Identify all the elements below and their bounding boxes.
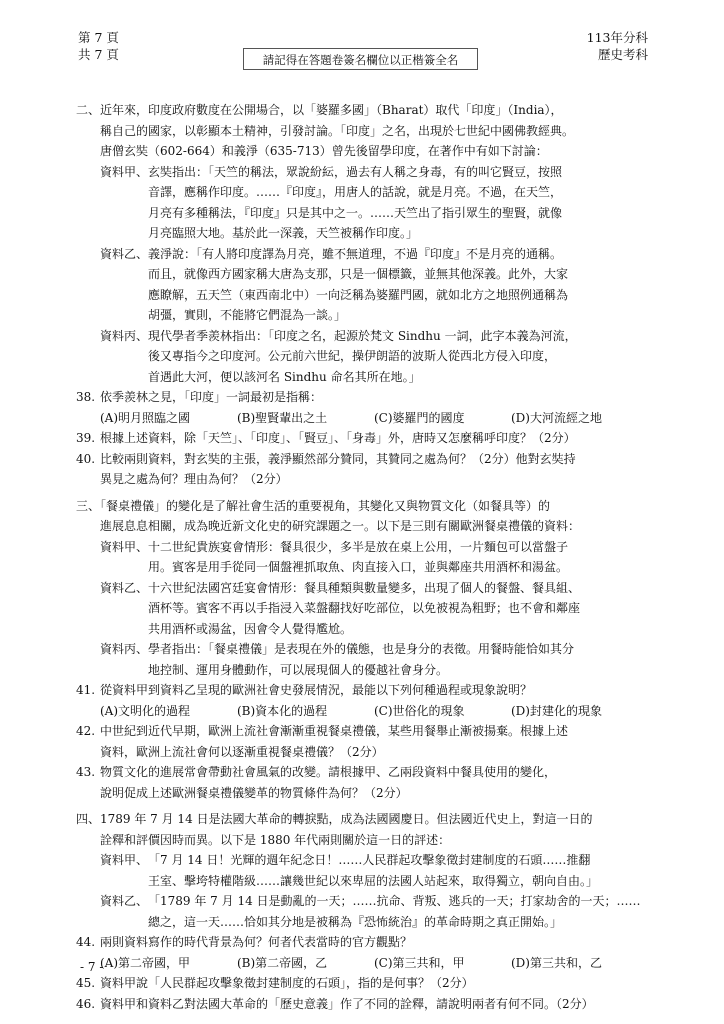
option-a: (A)文明化的過程 xyxy=(100,703,191,718)
question-text: 比較兩則資料，對玄奘的主張，義淨顯然部分贊同，其贊同之處為何？（2分）他對玄奘持 xyxy=(100,451,576,466)
source-label: 資料乙、 xyxy=(100,580,149,595)
source-a xyxy=(76,537,648,578)
source-line: 用。賓客是用手從同一個盤裡抓取魚、肉直接入口，並與鄰座共用酒杯和湯盆。 xyxy=(148,560,569,574)
question-41-options xyxy=(76,701,648,722)
section-3-intro-2: 進展息息相關，成為晚近新文化史的研究課題之一。以下是三則有關歐洲餐桌禮儀的資料： xyxy=(100,519,581,533)
question-38-options xyxy=(76,408,648,429)
source-label: 資料甲、 xyxy=(100,853,149,867)
subject-name: 歷史考科 xyxy=(597,47,648,62)
source-line: 月亮有多種稱法，『印度』只是其中之一。……天竺出了指引眾生的聖賢，就像 xyxy=(148,205,563,220)
source-line: 王室、擊垮特權階級……讓幾世紀以來卑屈的法國人站起來，取得獨立，朝向自由。」 xyxy=(148,873,599,888)
section-2-intro-1: 二、近年來，印度政府數度在公開場合，以「婆羅多國」（Bharat）取代「印度」（India）， xyxy=(76,103,563,117)
source-b xyxy=(76,244,648,326)
source-label: 資料甲、 xyxy=(100,539,149,554)
source-line: 音譯，應稱作印度。……『印度』，用唐人的話說，就是月亮。不過，在天竺， xyxy=(148,185,563,199)
question-number: 44. xyxy=(76,935,96,949)
source-label: 資料甲、 xyxy=(100,164,149,179)
section-2-intro-3: 唐僧玄奘（602-664）和義淨（635-713）曾先後留學印度，在著作中有如下討論： xyxy=(100,144,548,158)
question-number: 39. xyxy=(76,431,96,445)
source-line: 十六世紀法國宮廷宴會情形：餐具種類與數量變多，出現了個人的餐盤、餐具組、 xyxy=(148,580,581,595)
question-text: 資料甲和資料乙對法國大革命的「歷史意義」作了不同的詮釋，請說明兩者有何不同。（2分） xyxy=(100,996,594,1011)
question-text: 根據上述資料，除「天竺」、「印度」、「賢豆」、「身毒」外，唐時又怎麼稱呼印度？（2分） xyxy=(100,431,576,445)
question-39 xyxy=(76,428,648,449)
question-number: 41. xyxy=(76,683,96,697)
option-c: (C)第三共和，甲 xyxy=(374,955,465,970)
option-b: (B)第二帝國，乙 xyxy=(237,955,328,970)
page-footer-marker: - 7 - xyxy=(80,960,104,974)
header-left xyxy=(78,29,119,63)
source-b xyxy=(76,891,648,932)
option-a: (A)明月照臨之國 xyxy=(100,410,191,425)
question-text-cont: 異見之處為何？理由為何？（2分） xyxy=(100,472,288,486)
question-38 xyxy=(76,387,648,408)
source-line: 總之，這一天……恰如其分地是被稱為『恐怖統治』的革命時期之真正開始。」 xyxy=(148,914,563,929)
source-c xyxy=(76,639,648,680)
source-line: 月亮臨照大地。基於此一深義，天竺被稱作印度。」 xyxy=(148,226,419,240)
question-text: 物質文化的進展常會帶動社會風氣的改變。請根據甲、乙兩段資料中餐具使用的變化， xyxy=(100,765,557,779)
source-line: 胡彊，實則，不能將它們混為一談。」 xyxy=(148,308,347,322)
question-number: 46. xyxy=(76,996,96,1011)
question-number: 43. xyxy=(76,765,96,779)
option-a: (A)第二帝國，甲 xyxy=(100,955,191,970)
question-number: 45. xyxy=(76,976,96,990)
question-44 xyxy=(76,932,648,953)
question-text-cont: 說明促成上述歐洲餐桌禮儀變革的物質條件為何？（2分） xyxy=(100,785,408,800)
source-line: 應瞭解，五天竺（東西南北中）一向泛稱為婆羅門國，就如北方之地照例通稱為 xyxy=(148,287,569,302)
source-line: 而且，就像西方國家稱大唐為支那，只是一個標籤，並無其他深義。此外，大家 xyxy=(148,267,569,281)
source-line: 首遇此大河，便以該河名 Sindhu 命名其所在地。」 xyxy=(148,369,421,384)
section-3-intro-1: 三、「餐桌禮儀」的變化是了解社會生活的重要視角，其變化又與物質文化（如餐具等）的 xyxy=(76,498,551,513)
option-b: (B)聖賢輩出之土 xyxy=(237,410,328,425)
question-text: 兩則資料寫作的時代背景為何？何者代表當時的官方觀點？ xyxy=(100,935,413,949)
question-41 xyxy=(76,680,648,701)
source-a xyxy=(76,850,648,891)
question-43 xyxy=(76,762,648,783)
section-4-intro-1: 四、1789 年 7 月 14 日是法國大革命的轉捩點，成為法國國慶日。但法國近代史上，對這一日的 xyxy=(76,812,593,826)
question-45 xyxy=(76,973,648,994)
question-text: 中世紀到近代早期，歐洲上流社會漸漸重視餐桌禮儀，某些用餐舉止漸被揚棄。根據上述 xyxy=(100,724,569,738)
source-line: 地控制、運用身體動作，可以展現個人的優越社會身分。 xyxy=(148,662,449,677)
option-d: (D)封建化的現象 xyxy=(511,703,602,718)
source-b xyxy=(76,578,648,640)
question-44-options xyxy=(76,953,648,974)
question-text: 依季羨林之見，「印度」一詞最初是指稱： xyxy=(100,390,323,404)
section-2-intro-2: 稱自己的國家，以彰顯本土精神，引發討論。「印度」之名，出現於七世紀中國佛教經典。 xyxy=(100,123,575,138)
source-line: 「1789 年 7 月 14 日是動亂的一天；……抗命、背叛、逃兵的一天；打家劫舍的一天；…… xyxy=(148,894,641,908)
signature-notice-box: 請記得在答題卷簽名欄位以正楷簽全名 xyxy=(243,48,478,70)
question-number: 42. xyxy=(76,724,96,738)
source-line: 學者指出：「餐桌禮儀」是表現在外的儀態，也是身分的表徵。用餐時能恰如其分 xyxy=(148,642,575,656)
question-text: 從資料甲到資料乙呈現的歐洲社會史發展情況，最能以下列何種過程或現象說明？ xyxy=(100,683,533,697)
source-line: 後又專指今之印度河。公元前六世紀，操伊朗語的波斯人從西北方侵入印度， xyxy=(148,349,557,363)
option-b: (B)資本化的過程 xyxy=(237,703,328,718)
option-c: (C)世俗化的現象 xyxy=(374,703,465,718)
question-42 xyxy=(76,721,648,742)
question-text-cont: 資料，歐洲上流社會何以逐漸重視餐桌禮儀？（2分） xyxy=(100,744,384,759)
source-line: 十二世紀貴族宴會情形：餐具很少，多半是放在桌上公用，一片麵包可以當盤子 xyxy=(148,539,569,554)
source-label: 資料乙、 xyxy=(100,246,149,261)
question-text: 資料甲說「人民群起攻擊象徵封建制度的石頭」，指的是何事？（2分） xyxy=(100,976,474,990)
source-label: 資料丙、 xyxy=(100,642,149,656)
source-line: 「7 月 14 日！光輝的週年紀念日！……人民群起攻擊象徵封建制度的石頭……推翻 xyxy=(148,853,591,867)
section-3 xyxy=(76,496,648,804)
question-number: 40. xyxy=(76,451,96,466)
section-2 xyxy=(76,100,648,490)
option-d: (D)第三共和，乙 xyxy=(511,955,602,970)
exam-year: 113年分科 xyxy=(586,30,648,45)
header-right xyxy=(587,29,648,63)
section-4-intro-2: 詮釋和評價因時而異。以下是 1880 年代兩則關於這一日的評述： xyxy=(100,832,451,847)
source-line: 酒杯等。賓客不再以手指浸入菜盤翻找好吃部位，以免被視為粗野；也不會和鄰座 xyxy=(148,601,581,615)
section-4 xyxy=(76,809,648,1014)
source-label: 資料丙、 xyxy=(100,328,149,343)
source-line: 現代學者季羨林指出：「印度之名，起源於梵文 Sindhu 一詞，此字本義為河流， xyxy=(148,328,577,343)
source-a xyxy=(76,162,648,244)
question-number: 38. xyxy=(76,390,96,404)
option-c: (C)婆羅門的國度 xyxy=(374,410,465,425)
exam-body xyxy=(76,100,648,1014)
source-c xyxy=(76,326,648,388)
option-d: (D)大河流經之地 xyxy=(511,410,602,425)
source-label: 資料乙、 xyxy=(100,894,149,908)
page-number: 第 7 頁 xyxy=(78,30,119,45)
page-total: 共 7 頁 xyxy=(78,47,119,62)
question-46 xyxy=(76,994,648,1015)
source-line: 義淨說：「有人將印度譯為月亮，雖不無道理，不過『印度』不是月亮的通稱。 xyxy=(148,246,563,261)
source-line: 玄奘指出：「天竺的稱法，眾說紛紜，過去有人稱之身毒，有的叫它賢豆，按照 xyxy=(148,164,563,179)
source-line: 共用酒杯或湯盆，因會令人覺得尷尬。 xyxy=(148,621,353,636)
question-40 xyxy=(76,449,648,470)
